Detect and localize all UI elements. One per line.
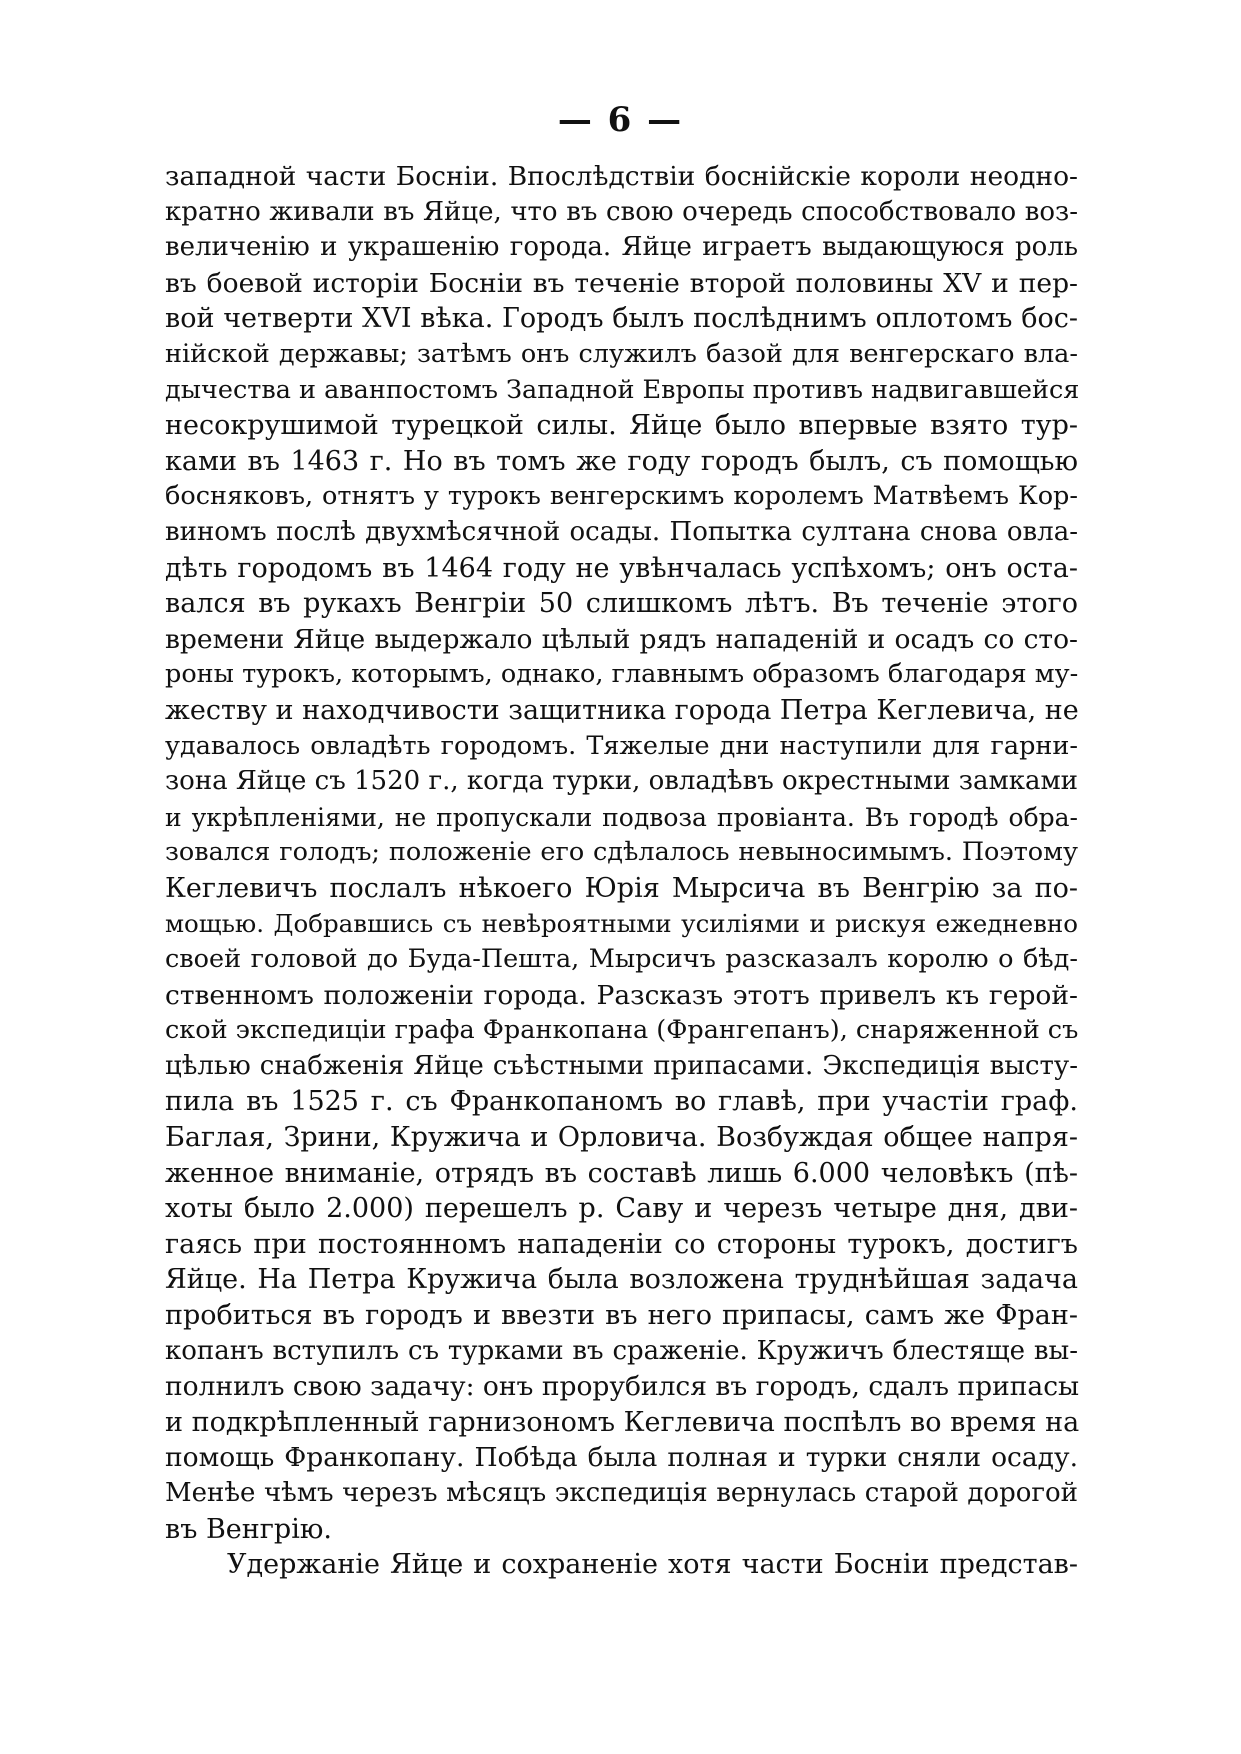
text-line: нійской державы; затѣмъ онъ служилъ базой для венгерскаго вла- (165, 338, 1078, 369)
text-line: своей головой до Буда-Пешта, Мырсичъ разсказалъ королю о бѣд- (165, 944, 1078, 975)
text-line: пробиться въ городъ и ввезти въ него припасы, самъ же Фран- (165, 1300, 1078, 1331)
text-line: помощь Франкопану. Побѣда была полная и турки сняли осаду. (165, 1442, 1078, 1474)
paragraph-end-line: въ Венгрію. (165, 1513, 332, 1545)
text-line: пила въ 1525 г. съ Франкопаномъ во главѣ, при участіи граф. (165, 1086, 1078, 1118)
page-number: — 6 — (557, 100, 684, 140)
paragraph-start-line: Удержаніе Яйце и сохраненіе хотя части Босніи представ- (227, 1549, 1078, 1581)
text-line: копанъ вступилъ съ турками въ сраженіе. Кружичъ блестяще вы- (165, 1335, 1078, 1366)
text-line: зовался голодъ; положеніе его сдѣлалось невыносимымъ. Поэтому (165, 837, 1078, 868)
text-line: величенію и украшенію города. Яйце играетъ выдающуюся роль (165, 232, 1078, 263)
text-line: ской экспедиціи графа Франкопана (Франгепанъ), снаряженной съ (165, 1015, 1079, 1046)
text-line: виномъ послѣ двухмѣсячной осады. Попытка султана снова овла- (165, 516, 1078, 547)
text-line: цѣлью снабженія Яйце съѣстными припасами. Экспедиція высту- (165, 1050, 1078, 1081)
text-line: вался въ рукахъ Венгріи 50 слишкомъ лѣтъ. Въ теченіе этого (165, 588, 1078, 620)
text-line: и укрѣпленіями, не пропускали подвоза провіанта. Въ городѣ обра- (165, 802, 1078, 832)
text-line: кратно живали въ Яйце, что въ свою очередь способствовало воз- (165, 196, 1078, 227)
text-line: и подкрѣпленный гарнизономъ Кеглевича поспѣлъ во время на (165, 1406, 1080, 1438)
body-text (165, 159, 1078, 1583)
text-line: Кеглевичъ послалъ нѣкоего Юрія Мырсича въ Венгрію за по- (165, 872, 1078, 904)
text-line: времени Яйце выдержало цѣлый рядъ нападеній и осадъ со сто- (165, 623, 1078, 655)
text-line: западной части Босніи. Впослѣдствіи боснійскіе короли неодно- (165, 161, 1078, 192)
text-line: Баглая, Зрини, Кружича и Орловича. Возбуждая общее напря- (165, 1122, 1078, 1154)
text-line: дѣть городомъ въ 1464 году не увѣнчалась успѣхомъ; онъ оста- (165, 552, 1078, 584)
text-line: мощью. Добравшись съ невѣроятными усиліями и рискуя ежедневно (165, 909, 1078, 939)
text-line: вой четверти XVI вѣка. Городъ былъ послѣднимъ оплотомъ бос- (165, 303, 1078, 335)
text-line: Менѣе чѣмъ черезъ мѣсяцъ экспедиція вернулась старой дорогой (165, 1477, 1078, 1508)
text-line: полнилъ свою задачу: онъ прорубился въ городъ, сдалъ припасы (165, 1371, 1080, 1403)
text-line: роны турокъ, которымъ, однако, главнымъ образомъ благодаря му- (165, 659, 1079, 690)
text-line: въ боевой исторіи Босніи въ теченіе второй половины XV и пер- (165, 267, 1078, 299)
text-line: гаясь при постоянномъ нападеніи со стороны турокъ, достигъ (165, 1228, 1078, 1260)
text-line: женное вниманіе, отрядъ въ составѣ лишь 6.000 человѣкъ (пѣ- (165, 1157, 1078, 1189)
text-line: жеству и находчивости защитника города Петра Кеглевича, не (165, 694, 1079, 726)
text-line: Яйце. На Петра Кружича была возложена труднѣйшая задача (165, 1264, 1078, 1296)
text-line: удавалось овладѣть городомъ. Тяжелые дни наступили для гарни- (165, 730, 1078, 761)
text-line: зона Яйце съ 1520 г., когда турки, овладѣвъ окрестными замками (165, 766, 1078, 797)
text-line: хоты было 2.000) перешелъ р. Саву и черезъ четыре дня, дви- (165, 1193, 1078, 1225)
text-line: босняковъ, отнятъ у турокъ венгерскимъ королемъ Матвѣемъ Кор- (165, 481, 1078, 512)
text-line: дычества и аванпостомъ Западной Европы противъ надвигавшейся (165, 374, 1080, 405)
text-line: ственномъ положеніи города. Разсказъ этотъ привелъ къ герой- (165, 979, 1078, 1011)
text-line: ками въ 1463 г. Но въ томъ же году городъ былъ, съ помощью (165, 445, 1078, 477)
text-line: несокрушимой турецкой силы. Яйце было впервые взято тур- (165, 410, 1078, 442)
